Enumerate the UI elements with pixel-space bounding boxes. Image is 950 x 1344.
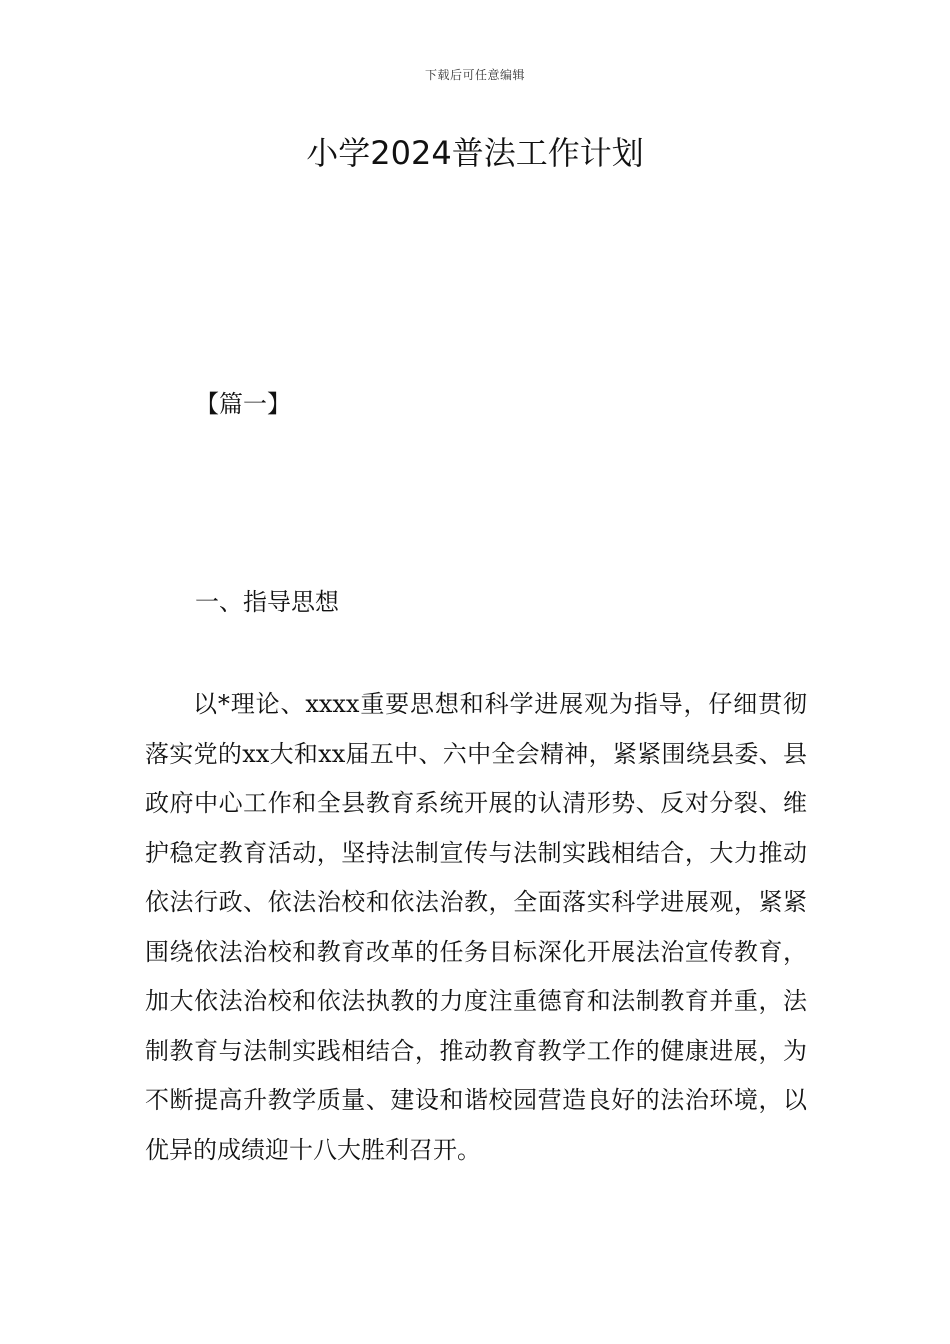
document-title: 小学2024普法工作计划: [306, 134, 644, 172]
section-paragraph: 以*理论、xxxx重要思想和科学进展观为指导，仔细贯彻落实党的xx大和xx届五中、六中全会精神，紧紧围绕县委、县政府中心工作和全县教育系统开展的认清形势、反对分裂、维护稳定教育活动，坚持法制宣传与法制实践相结合，大力推动依法行政、依法治校和依法治教，全面落实科学进展观，紧紧围绕依法治校和教育改革的任务目标深化开展法治宣传教育，加大依法治校和依法执教的力度注重德育和法制教育并重，法制教育与法制实践相结合，推动教育教学工作的健康进展，为不断提高升教学质量、建设和谐校园营造良好的法治环境，以优异的成绩迎十八大胜利召开。: [145, 690, 807, 1164]
part-label: 【篇一】: [195, 390, 291, 418]
header-note: 下载后可任意编辑: [424, 68, 525, 82]
section-heading: 一、指导思想: [195, 588, 339, 616]
